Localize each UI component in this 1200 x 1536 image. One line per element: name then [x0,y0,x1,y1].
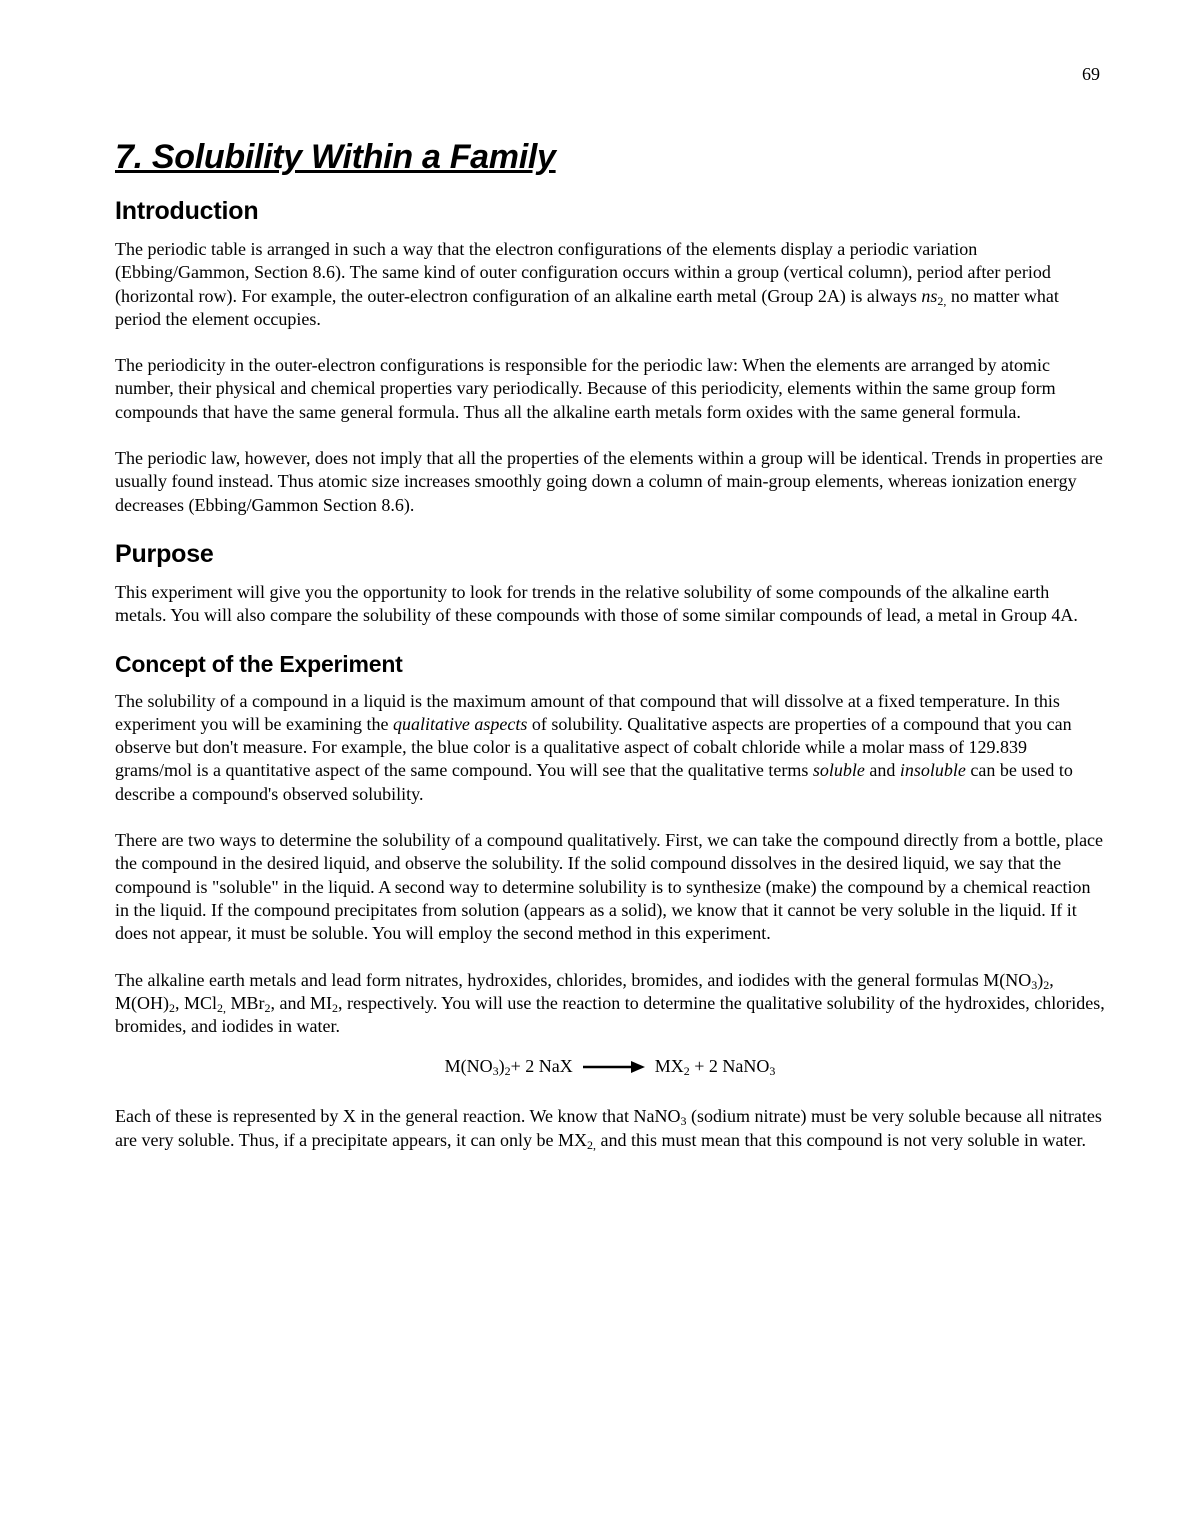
concept-paragraph-3: The alkaline earth metals and lead form nitrates, hydroxides, chlorides, bromides, and iodides with the general formulas $M(NO_3)_2$, $M(OH)_2$, MCl$_{2,}$ MBr$_2$, and $MI_2$, respectively. You will use the reaction to determine the qualitative solubility of the hydroxides, chlorides, bromides, and iodides in water. [115,969,1105,1037]
purpose-heading: Purpose [115,539,214,568]
introduction-heading: Introduction [115,197,259,225]
reaction-equation [115,1056,1105,1077]
introduction-paragraph-3: The periodic law, however, does not imply that all the properties of the elements within a group will be identical. Trends in properties are usually found instead. Thus atomic size increases smoothly going down a column of main-group elements, whereas ionization energy decreases (Ebbing/Gammon Section 8.6). [115,448,1103,515]
concept-paragraph-4: Each of these is represented by X in the general reaction. We know that NaNO$_3$ (sodium nitrate) must be very soluble because all nitrates are very soluble. Thus, if a precipitate appears, it can only be $MX_{2,}$ and this must mean that this compound is not very soluble in water. [115,1106,1102,1152]
introduction-paragraph-2: The periodicity in the outer-electron configurations is responsible for the periodic law: When the elements are arranged by atomic number, their physical and chemical properties vary periodically. Because of this periodicity, elements within the same group form compounds that have the same general formula. Thus all the alkaline earth metals form oxides with the same general formula. [115,355,1056,422]
concept-heading: Concept of the Experiment [115,650,403,677]
page-number: 69 [1082,64,1100,84]
concept-paragraph-1: The solubility of a compound in a liquid is the maximum amount of that compound that will dissolve at a fixed temperature. In this experiment you will be examining the qualitative aspects of solubility. Qualitative aspects are properties of a compound that you can observe but don't measure. For example, the blue color is a qualitative aspect of cobalt chloride while a molar mass of 129.839 grams/mol is a quantitative aspect of the same compound. You will see that the qualitative terms soluble and insoluble can be used to describe a compound's observed solubility. [115,690,1073,804]
chapter-title: 7. Solubility Within a Family [115,138,556,176]
equation-products: $MX_2 + 2$ NaNO$_3$ [654,1056,776,1079]
purpose-paragraph: This experiment will give you the opportunity to look for trends in the relative solubility of some compounds of the alkaline earth metals. You will also compare the solubility of these compounds with those of some similar compounds of lead, a metal in Group 4A. [115,581,1078,626]
equation-reactants: $M(NO_3)_2+ 2$ NaX [444,1056,573,1079]
introduction-paragraph-1: The periodic table is arranged in such a way that the electron configurations of the elements display a periodic variation (Ebbing/Gammon, Section 8.6). The same kind of outer configuration occurs within a group (vertical column), period after period (horizontal row). For example, the outer-electron configuration of an alkaline earth metal (Group 2A) is always $ns_{2,}$ no matter what period the element occupies. [115,239,1059,329]
page-content [115,130,1105,1175]
concept-paragraph-2: There are two ways to determine the solubility of a compound qualitatively. First, we can take the compound directly from a bottle, place the compound in the desired liquid, and observe the solubility. If the solid compound dissolves in the desired liquid, we say that the compound is "soluble" in the liquid. A second way to determine solubility is to synthesize (make) the compound by a chemical reaction in the liquid. If the compound precipitates from solution (appears as a solid), we know that it cannot be very soluble in the liquid. If it does not appear, it must be soluble. You will employ the second method in this experiment. [115,830,1104,944]
reaction-arrow-icon [583,1060,645,1074]
